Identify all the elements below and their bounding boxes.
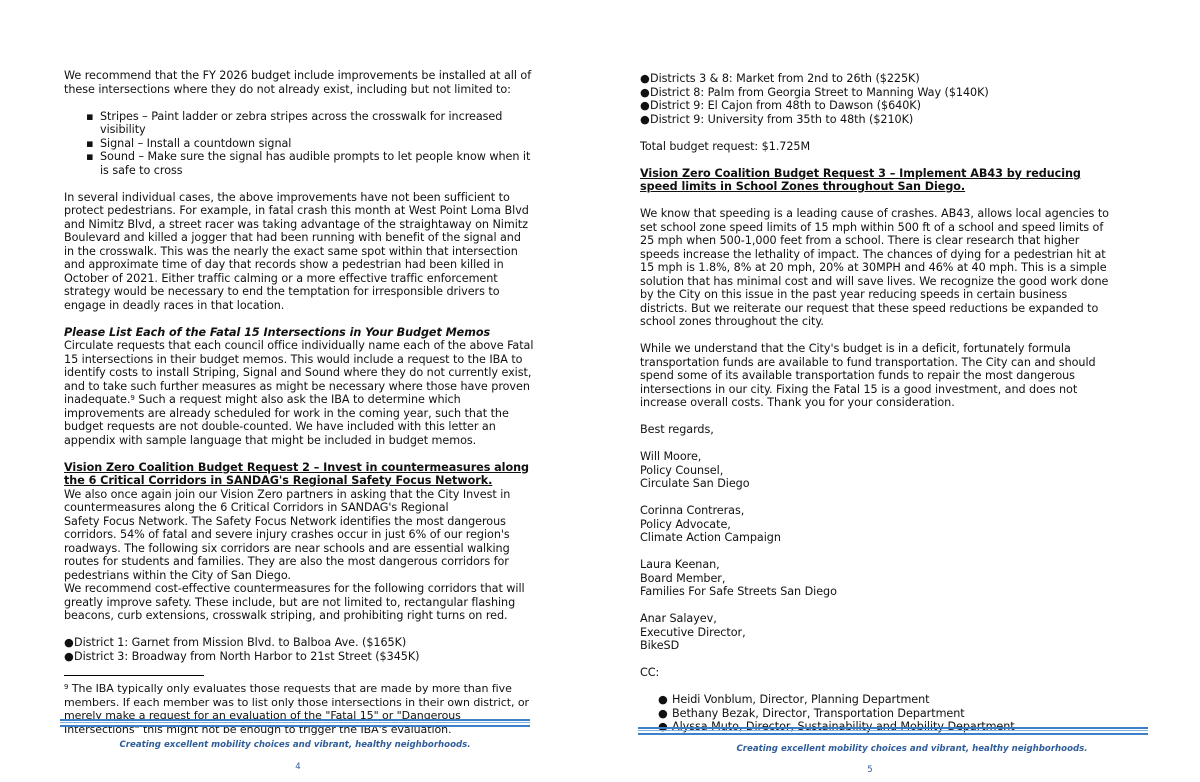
improvements-list bbox=[64, 110, 534, 178]
dot-bullet-icon: ● bbox=[658, 706, 668, 720]
list-item: ● District 1: Garnet from Mission Blvd. to Balboa Ave. ($165K) bbox=[64, 636, 407, 649]
list-item: ● District 9: El Cajon from 48th to Dawson ($640K) bbox=[640, 99, 921, 112]
request-2-paragraph-b: Safety Focus Network. The Safety Focus Network identifies the most dangerous corridors. 54% of fatal and severe injury crashes occur in just 6% of our region's roadways. The following six corridors are near schools and are essential walking routes for students and families. They are also the most dangerous corridors for pedestrians within the City of San Diego. bbox=[64, 514, 510, 582]
list-item: ▪ Signal – Install a countdown signal bbox=[86, 136, 292, 150]
list-item: ● Districts 3 & 8: Market from 2nd to 26th ($225K) bbox=[640, 72, 920, 85]
square-bullet-icon: ▪ bbox=[86, 136, 94, 150]
request-2-paragraph-a: We also once again join our Vision Zero partners in asking that the City Invest in countermeasures along the 6 Critical Corridors in SANDAG's Regional bbox=[64, 487, 511, 514]
speeding-paragraph: We know that speeding is a leading cause of crashes. AB43, allows local agencies to set school zone speed limits of 15 mph within 500 ft of a school and speed limits of 25 mph when 500-1,000 feet from a school. There is clear research that higher speeds increase the lethality of impact. The chances of dying for a pedestrian hit at 15 mph is 1.8%, 8% at 20 mph, 20% at 30MPH and 46% at 40 mph. This is a simple solution that has minimal cost and will save lives. We recognize the good work done by the City on this issue in the past year reducing speeds in certain business districts. But we reiterate our request that these speed reductions be expanded to school zones throughout the city. bbox=[640, 207, 1109, 328]
signature-block: Will Moore, Policy Counsel, Circulate San Diego bbox=[640, 450, 750, 490]
footnote: $^9$ The IBA typically only evaluates those requests that are made by more than five members. If each member was to list only those intersections in their own district, or merely make a request for an evaluation of the "Fatal 15" or "Dangerous Intersections" this might not be enough to trigger the IBA's evaluation. bbox=[64, 682, 530, 736]
footer-tagline: Creating excellent mobility choices and vibrant, healthy neighborhoods. bbox=[736, 744, 1088, 754]
dot-bullet-icon: ● bbox=[640, 72, 650, 85]
page-5 bbox=[600, 0, 1200, 782]
corridor-list-continued bbox=[640, 72, 1110, 126]
request-3-heading: Vision Zero Coalition Budget Request 3 – Implement AB43 by reducing speed limits in School Zones throughout San Diego. bbox=[640, 166, 1081, 193]
request-2-paragraph-c: We recommend cost-effective countermeasures for the following corridors that will greatly improve safety. These include, but are not limited to, rectangular flashing beacons, curb extensions, crosswalk striping, and prohibiting right turns on red. bbox=[64, 582, 525, 622]
footnote-reference[interactable]: 9 bbox=[130, 394, 135, 402]
dot-bullet-icon: ● bbox=[640, 85, 650, 99]
cc-label: CC: bbox=[640, 666, 660, 679]
dot-bullet-icon: ● bbox=[64, 649, 74, 663]
page-4-body bbox=[64, 69, 534, 736]
budget-deficit-paragraph: While we understand that the City's budget is in a deficit, fortunately formula transportation funds are available to fund transportation. The City can and should spend some of its available transportation funds to repair the most dangerous intersections in our city. Fixing the Fatal 15 is a good investment, and does not increase overall costs. Thank you for your consideration. bbox=[640, 342, 1096, 409]
cases-paragraph: In several individual cases, the above improvements have not been sufficient to protect pedestrians. For example, in fatal crash this month at West Point Loma Blvd and Nimitz Blvd, a street racer was taking advantage of the straightaway on Nimitz Boulevard and killed a jogger that had been running with benefit of the signal and in the crosswalk. This was the nearly the exact same spot within that intersection and approximate time of day that records show a pedestrian had been killed in October of 2021. Either traffic calming or a more effective traffic enforcement strategy would be necessary to end the temptation for irresponsible drivers to engage in deadly races in that location. bbox=[64, 190, 529, 312]
dot-bullet-icon: ● bbox=[658, 693, 668, 706]
page-5-body bbox=[640, 72, 1110, 734]
list-item: ● District 9: University from 35th to 48th ($210K) bbox=[640, 112, 914, 126]
list-item: ● District 8: Palm from Georgia Street to Manning Way ($140K) bbox=[640, 85, 989, 99]
signature-block: Laura Keenan, Board Member, Families For Safe Streets San Diego bbox=[640, 558, 837, 598]
list-item: ● Heidi Vonblum, Director, Planning Department bbox=[658, 693, 930, 706]
square-bullet-icon: ▪ bbox=[86, 150, 94, 163]
footnote-number: 9 bbox=[64, 683, 69, 691]
closing: Best regards, bbox=[640, 423, 714, 436]
corridor-list bbox=[64, 636, 534, 663]
footnote-divider bbox=[64, 675, 204, 676]
list-item: ● Alyssa Muto, Director, Sustainability and Mobility Department bbox=[658, 720, 1015, 733]
dot-bullet-icon: ● bbox=[640, 112, 650, 126]
square-bullet-icon: ▪ bbox=[86, 109, 94, 123]
footer-rule bbox=[60, 719, 530, 727]
page-number: 5 bbox=[867, 765, 873, 775]
signature-block: Anar Salayev, Executive Director, BikeSD bbox=[640, 612, 746, 652]
list-item: ▪ Sound – Make sure the signal has audible prompts to let people know when it is safe to cross bbox=[86, 150, 531, 177]
footer-rule bbox=[638, 727, 1148, 735]
total-budget: Total budget request: $1.725M bbox=[640, 139, 811, 153]
list-item: ▪ Stripes – Paint ladder or zebra stripes across the crosswalk for increased visibility bbox=[86, 109, 503, 136]
dot-bullet-icon: ● bbox=[64, 636, 74, 649]
page-number: 4 bbox=[295, 762, 301, 772]
budget-memo-paragraph: Circulate requests that each council office individually name each of the above Fatal 15 intersections in their budget memos. This would include a request to the IBA to identify costs to install Striping, Signal and Sound where they do not currently exist, and to take such further measures as might be necessary where those have proven inadequate.$^9$ Such a request might also ask the IBA to determine which improvements are already scheduled for work in the coming year, such that the budget requests are not double-counted. We have included with this letter an appendix with sample language that might be included in budget memos. bbox=[64, 339, 534, 447]
request-2-heading: Vision Zero Coalition Budget Request 2 – Invest in countermeasures along the 6 Critical Corridors in SANDAG's Regional Safety Focus Network. bbox=[64, 460, 529, 487]
fatal-15-heading: Please List Each of the Fatal 15 Intersections in Your Budget Memos bbox=[64, 325, 491, 339]
footer-tagline: Creating excellent mobility choices and vibrant, healthy neighborhoods. bbox=[119, 740, 471, 750]
intro-paragraph: We recommend that the FY 2026 budget include improvements be installed at all of these intersections where they do not already exist, including but not limited to: bbox=[64, 69, 532, 96]
list-item: ● District 3: Broadway from North Harbor to 21st Street ($345K) bbox=[64, 649, 420, 663]
dot-bullet-icon: ● bbox=[640, 99, 650, 112]
dot-bullet-icon: ● bbox=[658, 720, 668, 733]
list-item: ● Bethany Bezak, Director, Transportation Department bbox=[658, 706, 965, 720]
signature-block: Corinna Contreras, Policy Advocate, Climate Action Campaign bbox=[640, 504, 781, 544]
